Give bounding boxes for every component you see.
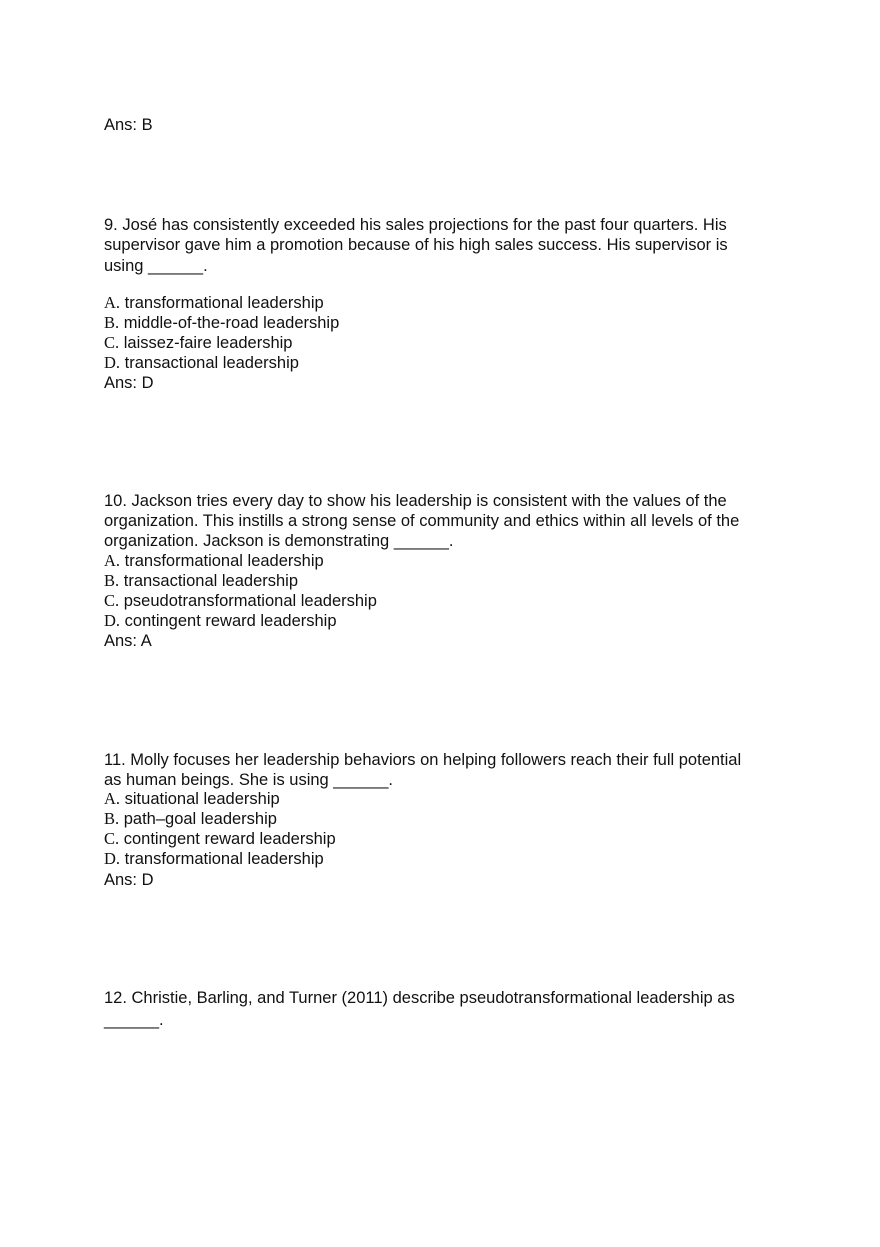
question-11-stem-line-2: as human beings. She is using ______. (104, 771, 393, 789)
question-9-option-a (104, 293, 324, 313)
question-11-stem-line-1: 11. Molly focuses her leadership behaviors on helping followers reach their full potential (104, 751, 742, 769)
option-text: path–goal leadership (123, 810, 277, 828)
option-text: situational leadership (124, 790, 280, 808)
option-letter: B. (104, 313, 120, 332)
option-letter: D. (104, 611, 121, 630)
question-10-option-c (104, 591, 377, 611)
option-letter: D. (104, 353, 121, 372)
question-10-option-d (104, 611, 337, 631)
question-11-option-b (104, 809, 277, 829)
question-11-answer: Ans: D (104, 871, 154, 889)
question-9-stem-line-2: supervisor gave him a promotion because of his high sales success. His supervisor is (104, 236, 728, 254)
option-letter: B. (104, 809, 120, 828)
option-text: laissez-faire leadership (123, 334, 293, 352)
question-9-option-c (104, 333, 292, 353)
option-letter: A. (104, 551, 121, 570)
question-9-option-b (104, 313, 339, 333)
question-9-stem-line-1: 9. José has consistently exceeded his sales projections for the past four quarters. His (104, 216, 727, 234)
question-12-stem-line-2: ______. (104, 1011, 164, 1029)
question-10-stem-line-1: 10. Jackson tries every day to show his leadership is consistent with the values of the (104, 492, 727, 510)
option-text: middle-of-the-road leadership (123, 314, 340, 332)
option-text: contingent reward leadership (123, 830, 336, 848)
option-letter: B. (104, 571, 120, 590)
question-10-answer: Ans: A (104, 632, 152, 650)
option-text: pseudotransformational leadership (123, 592, 377, 610)
question-9-stem-line-3: using ______. (104, 257, 208, 275)
question-9-option-d (104, 353, 299, 373)
question-12-stem-line-1: 12. Christie, Barling, and Turner (2011) describe pseudotransformational leadership as (104, 989, 735, 1007)
option-letter: D. (104, 849, 121, 868)
question-11-option-c (104, 829, 336, 849)
option-text: transactional leadership (123, 572, 299, 590)
question-11-option-d (104, 849, 324, 869)
question-10-stem-line-3: organization. Jackson is demonstrating ______. (104, 532, 454, 550)
option-letter: A. (104, 789, 121, 808)
option-text: transformational leadership (124, 850, 324, 868)
option-letter: A. (104, 293, 121, 312)
question-10-stem-line-2: organization. This instills a strong sense of community and ethics within all levels of the (104, 512, 740, 530)
question-10-option-b (104, 571, 298, 591)
option-text: transactional leadership (124, 354, 299, 372)
option-letter: C. (104, 591, 120, 610)
question-11-option-a (104, 789, 280, 809)
question-10-option-a (104, 551, 324, 571)
option-letter: C. (104, 333, 120, 352)
answer-key: Ans: B (104, 116, 153, 134)
option-text: transformational leadership (124, 552, 324, 570)
option-text: transformational leadership (124, 294, 324, 312)
option-letter: C. (104, 829, 120, 848)
option-text: contingent reward leadership (124, 612, 337, 630)
question-9-answer: Ans: D (104, 374, 154, 392)
